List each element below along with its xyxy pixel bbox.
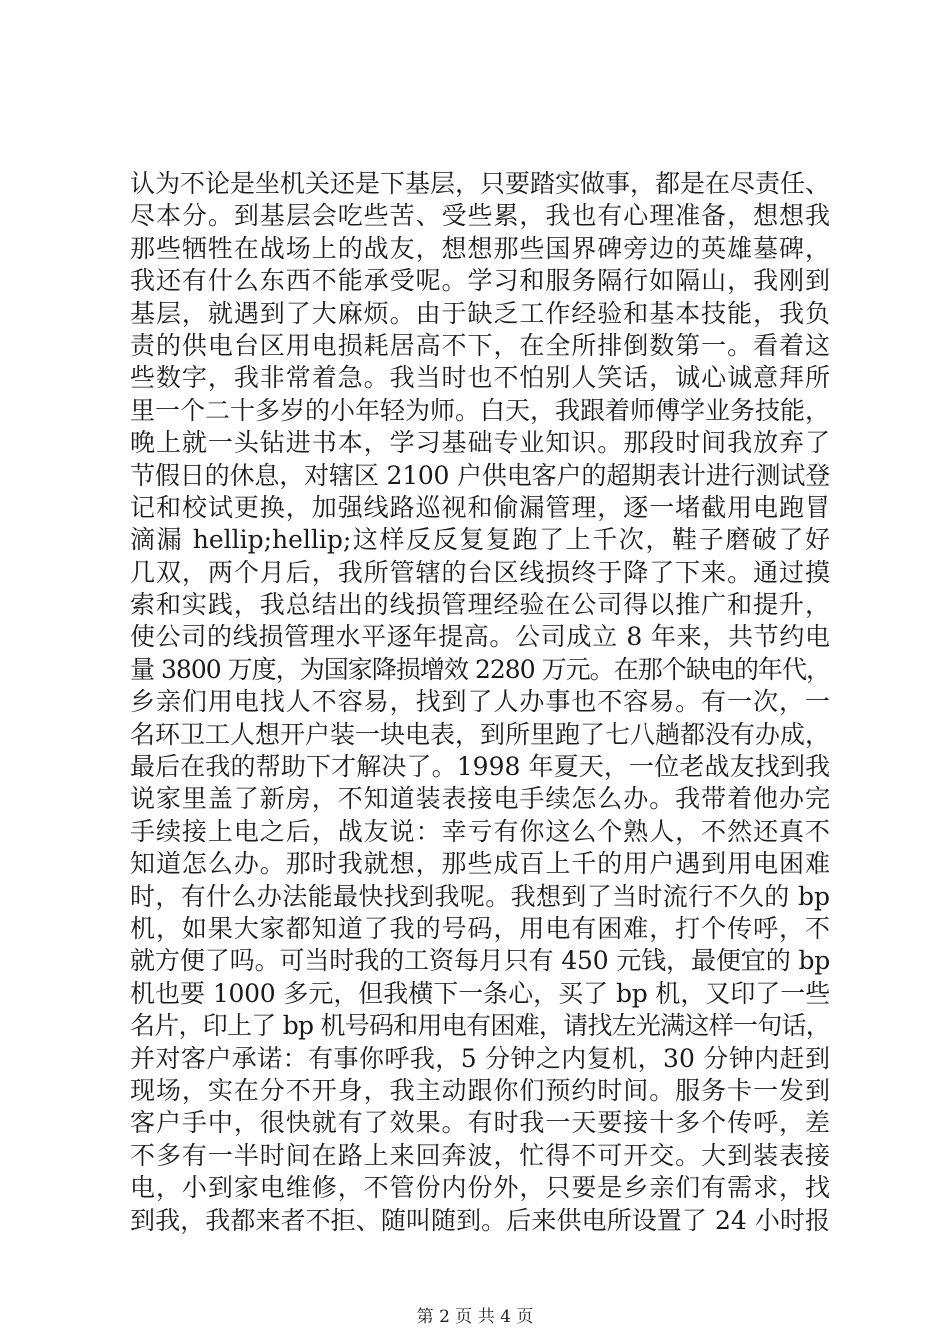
text-line: 记和校试更换，加强线路巡视和偷漏管理，逐一堵截用电跑冒: [130, 492, 830, 522]
text-line: 就方便了吗。可当时我的工资每月只有 450 元钱，最便宜的 bp: [130, 946, 830, 976]
text-line: 现场，实在分不开身，我主动跟你们预约时间。服务卡一发到: [130, 1075, 830, 1105]
text-line: 几双，两个月后，我所管辖的台区线损终于降了下来。通过摸: [130, 557, 830, 587]
text-line: 时，有什么办法能最快找到我呢。我想到了当时流行不久的 bp: [130, 881, 830, 911]
text-line: 使公司的线损管理水平逐年提高。公司成立 8 年来，共节约电: [130, 622, 830, 652]
text-line: 我还有什么东西不能承受呢。学习和服务隔行如隔山，我刚到: [130, 266, 830, 296]
text-line: 乡亲们用电找人不容易，找到了人办事也不容易。有一次，一: [130, 687, 830, 717]
text-line: 并对客户承诺：有事你呼我，5 分钟之内复机，30 分钟内赶到: [130, 1043, 830, 1073]
text-line: 机也要 1000 多元，但我横下一条心，买了 bp 机，又印了一些: [130, 978, 830, 1008]
page-footer: 第 2 页 共 4 页: [416, 1307, 534, 1327]
text-line: 说家里盖了新房，不知道装表接电手续怎么办。我带着他办完: [130, 784, 830, 814]
text-line: 机，如果大家都知道了我的号码，用电有困难，打个传呼，不: [130, 913, 830, 943]
text-line: 到我，我都来者不拒、随叫随到。后来供电所设置了 24 小时报: [130, 1205, 830, 1235]
text-line: 手续接上电之后，战友说：幸亏有你这么个熟人，不然还真不: [130, 816, 830, 846]
text-line: 滴漏 hellip;hellip;这样反反复复跑了上千次，鞋子磨破了好: [130, 525, 830, 555]
text-line: 索和实践，我总结出的线损管理经验在公司得以推广和提升，: [130, 590, 830, 620]
text-line: 晚上就一头钻进书本，学习基础专业知识。那段时间我放弃了: [130, 428, 830, 458]
text-line: 量 3800 万度，为国家降损增效 2280 万元。在那个缺电的年代，: [130, 654, 830, 684]
text-line: 那些牺牲在战场上的战友，想想那些国界碑旁边的英雄墓碑，: [130, 233, 830, 263]
body-text: [130, 168, 830, 1237]
text-line: 基层，就遇到了大麻烦。由于缺乏工作经验和基本技能，我负: [130, 298, 830, 328]
text-line: 责的供电台区用电损耗居高不下，在全所排倒数第一。看着这: [130, 330, 830, 360]
text-line: 知道怎么办。那时我就想，那些成百上千的用户遇到用电困难: [130, 849, 830, 879]
text-line: 认为不论是坐机关还是下基层，只要踏实做事，都是在尽责任、: [130, 169, 831, 198]
text-line: 电，小到家电维修，不管份内份外，只要是乡亲们有需求，找: [130, 1173, 830, 1203]
text-line: 些数字，我非常着急。我当时也不怕别人笑话，诚心诚意拜所: [130, 363, 830, 393]
text-line: 不多有一半时间在路上来回奔波，忙得不可开交。大到装表接: [130, 1140, 830, 1170]
text-line: 里一个二十多岁的小年轻为师。白天，我跟着师傅学业务技能，: [130, 395, 831, 425]
text-line: 客户手中，很快就有了效果。有时我一天要接十多个传呼，差: [130, 1108, 830, 1138]
text-line: 节假日的休息，对辖区 2100 户供电客户的超期表计进行测试登: [130, 460, 830, 490]
text-line: 尽本分。到基层会吃些苦、受些累，我也有心理准备，想想我: [130, 201, 830, 231]
text-line: 最后在我的帮助下才解决了。1998 年夏天，一位老战友找到我: [130, 752, 830, 782]
text-line: 名环卫工人想开户装一块电表，到所里跑了七八趟都没有办成，: [130, 719, 831, 749]
text-line: 名片，印上了 bp 机号码和用电有困难，请找左光满这样一句话，: [130, 1011, 830, 1041]
